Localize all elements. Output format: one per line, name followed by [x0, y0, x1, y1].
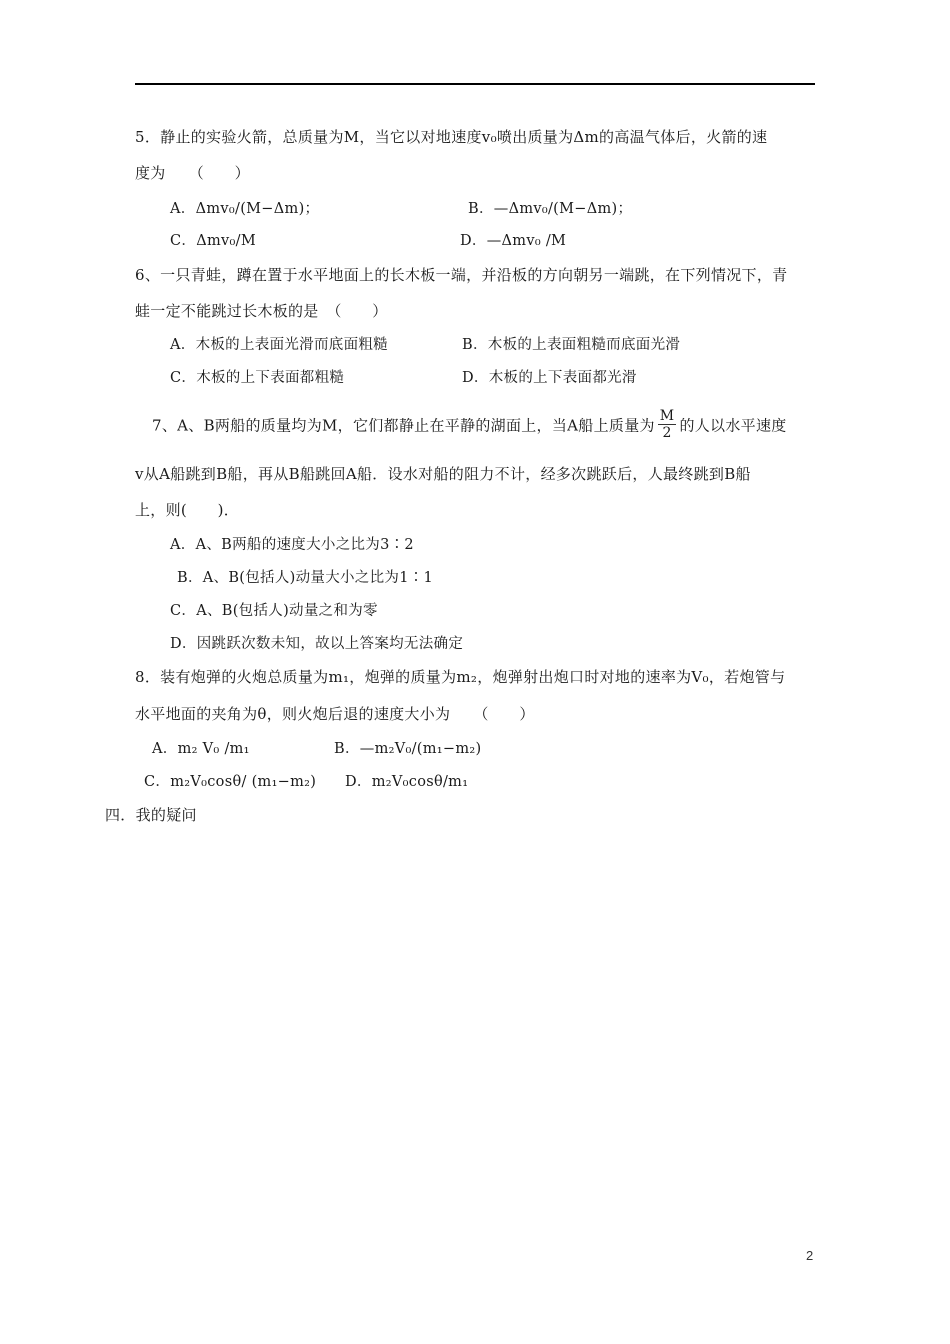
option-text: —Δmv₀/(M−Δm)； — [493, 201, 633, 217]
question-5-stem-line-1: 5．静止的实验火箭，总质量为M，当它以对地速度v₀喷出质量为Δm的高温气体后，火箭的速 — [135, 128, 768, 146]
option-label: C． — [170, 603, 197, 619]
question-6-stem-line-2: 蛙一定不能跳过长木板的是 （ ） — [135, 302, 388, 320]
option-label: D． — [460, 233, 487, 249]
question-6-stem-line-1: 6、一只青蛙，蹲在置于水平地面上的长木板一端，并沿板的方向朝另一端跳，在下列情况下，青 — [135, 266, 788, 284]
question-7-stem-line-1 — [152, 410, 787, 443]
question-7-option-c — [170, 601, 378, 621]
option-text: 木板的上下表面都粗糙 — [196, 370, 345, 386]
option-text: —m₂V₀/(m₁−m₂) — [359, 741, 482, 757]
section-heading-my-questions: 四．我的疑问 — [105, 806, 197, 824]
option-label: C． — [144, 774, 171, 790]
option-label: B． — [468, 201, 494, 217]
option-text: A、B(包括人)动量大小之比为1∶1 — [202, 570, 434, 586]
option-text: —Δmv₀ /M — [486, 233, 567, 249]
question-7-option-a — [170, 535, 414, 555]
question-8-stem-line-1: 8．装有炮弹的火炮总质量为m₁，炮弹的质量为m₂，炮弹射出炮口时对地的速率为V₀，若炮管与 — [135, 668, 786, 686]
question-5-stem-line-2: 度为 （ ） — [135, 164, 250, 182]
question-5-option-c — [170, 231, 256, 251]
fraction-denominator: 2 — [662, 425, 672, 441]
option-label: D． — [170, 636, 197, 652]
option-label: B． — [462, 337, 488, 353]
question-5-option-d — [460, 231, 566, 251]
question-8-option-b — [334, 739, 482, 759]
option-text: 木板的上表面粗糙而底面光滑 — [487, 337, 681, 353]
option-text: 因跳跃次数未知，故以上答案均无法确定 — [196, 636, 464, 652]
question-6-option-b — [462, 335, 680, 355]
question-7-option-d — [170, 634, 463, 654]
option-label: A． — [170, 537, 196, 553]
option-text: 木板的上表面光滑而底面粗糙 — [195, 337, 388, 353]
option-label: D． — [345, 774, 372, 790]
option-text: m₂ V₀ /m₁ — [177, 741, 250, 757]
question-8-option-c — [144, 772, 316, 792]
stem-text-before-fraction: 7、A、B两船的质量均为M，它们都静止在平静的湖面上，当A船上质量为 — [152, 416, 655, 435]
question-6-option-d — [462, 368, 637, 388]
option-text: m₂V₀cosθ/m₁ — [371, 774, 469, 790]
option-text: A、B(包括人)动量之和为零 — [196, 603, 378, 619]
stem-text-after-fraction: 的人以水平速度 — [679, 416, 787, 435]
question-6-option-c — [170, 368, 344, 388]
option-label: B． — [177, 570, 203, 586]
question-5-option-b — [468, 199, 632, 219]
option-label: B． — [334, 741, 360, 757]
option-label: A． — [152, 741, 178, 757]
option-text: Δmv₀/M — [196, 233, 256, 249]
option-text: A、B两船的速度大小之比为3∶2 — [195, 537, 414, 553]
option-label: A． — [170, 201, 196, 217]
question-6-option-a — [170, 335, 388, 355]
question-8-stem-line-2: 水平地面的夹角为θ，则火炮后退的速度大小为 （ ） — [135, 705, 535, 723]
option-label: C． — [170, 370, 197, 386]
page-number: 2 — [806, 1248, 814, 1263]
option-label: C． — [170, 233, 197, 249]
option-label: A． — [170, 337, 196, 353]
question-8-option-d — [345, 772, 468, 792]
question-5-option-a — [170, 199, 319, 219]
option-label: D． — [462, 370, 489, 386]
option-text: m₂V₀cosθ/ (m₁−m₂) — [170, 774, 317, 790]
question-7-stem-line-3: 上，则( )． — [135, 501, 240, 519]
option-text: Δmv₀/(M−Δm)； — [195, 201, 320, 217]
header-rule — [135, 83, 815, 85]
question-7-stem-line-2: v从A船跳到B船，再从B船跳回A船．设水对船的阻力不计，经多次跳跃后，人最终跳到B船 — [135, 465, 751, 483]
question-7-option-b — [177, 568, 433, 588]
fraction-numerator: M — [659, 408, 675, 424]
question-8-option-a — [152, 739, 250, 759]
fraction-m-over-2 — [658, 408, 677, 441]
option-text: 木板的上下表面都光滑 — [488, 370, 637, 386]
